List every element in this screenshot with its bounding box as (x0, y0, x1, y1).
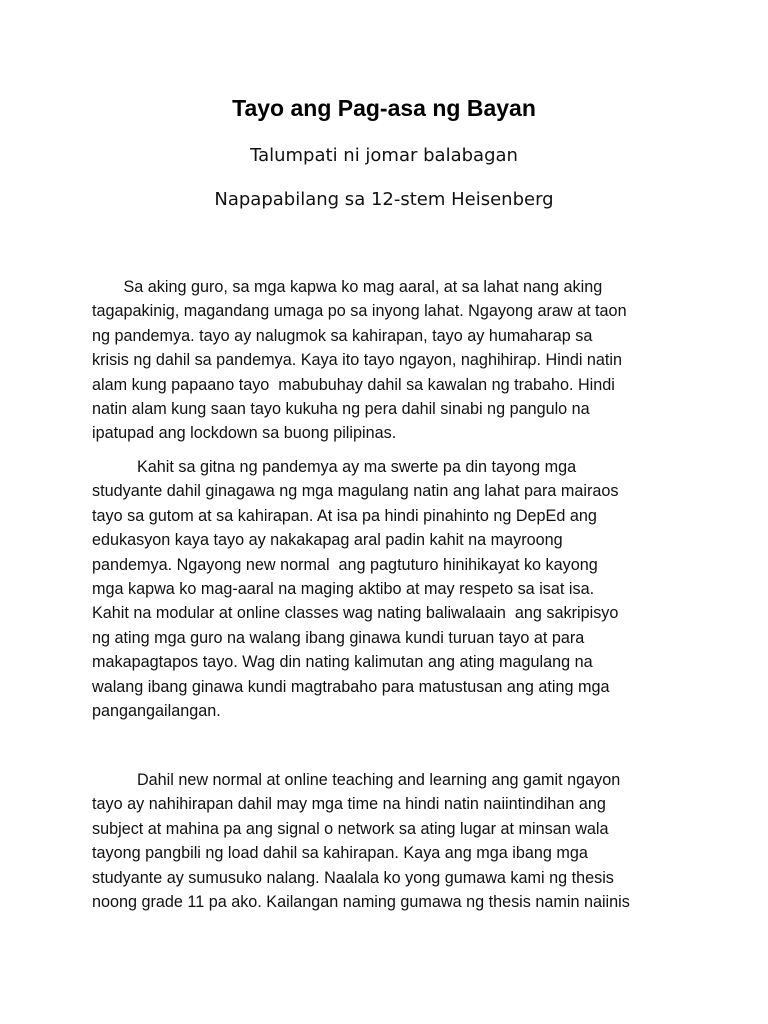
paragraph-line: krisis ng dahil sa pandemya. Kaya ito tayo ngayon, naghihirap. Hindi natin (92, 351, 623, 370)
document-title: Tayo ang Pag-asa ng Bayan (232, 95, 536, 121)
section-line: Napapabilang sa 12-stem Heisenberg (214, 189, 554, 210)
paragraph-line: tagapakinig, magandang umaga po sa inyong lahat. Ngayong araw at taon (92, 302, 627, 321)
paragraph-line: ipatupad ang lockdown sa buong pilipinas. (92, 424, 397, 443)
paragraph-line: subject at mahina pa ang signal o network sa ating lugar at minsan wala (92, 819, 609, 838)
paragraph-line: alam kung papaano tayo mabubuhay dahil sa kawalan ng trabaho. Hindi (92, 375, 615, 394)
paragraph-line: Sa aking guro, sa mga kapwa ko mag aaral, at sa lahat nang aking (92, 278, 603, 296)
paragraph-line: pandemya. Ngayong new normal ang pagtuturo hinihikayat ko kayong (92, 555, 598, 574)
paragraph-line: ng ating mga guro na walang ibang ginawa kundi turuan tayo at para (92, 628, 585, 647)
paragraph-line: makapagtapos tayo. Wag din nating kalimutan ang ating magulang na (92, 653, 593, 672)
paragraph-line: ng pandemya. tayo ay nalugmok sa kahirapan, tayo ay humaharap sa (92, 326, 593, 345)
paragraph-line: Kahit sa gitna ng pandemya ay ma swerte pa din tayong mga (92, 458, 577, 476)
paragraph-line: tayo ay nahihirapan dahil may mga time na hindi natin naiintindihan ang (92, 795, 606, 814)
paragraph-line: natin alam kung saan tayo kukuha ng pera dahil sinabi ng pangulo na (92, 399, 590, 418)
paragraph-line: Kahit na modular at online classes wag nating baliwalaain ang sakripisyo (92, 604, 619, 623)
paragraph-line: edukasyon kaya tayo ay nakakapag aral padin kahit na mayroong (92, 531, 563, 550)
paragraph-line: noong grade 11 pa ako. Kailangan naming gumawa ng thesis namin naiinis (92, 892, 630, 911)
paragraph-line: Dahil new normal at online teaching and learning ang gamit ngayon (92, 771, 621, 789)
speech-author-line: Talumpati ni jomar balabagan (250, 145, 518, 166)
paragraph-1 (92, 275, 692, 446)
paragraph-line: pangangailangan. (92, 701, 221, 720)
paragraph-line: tayo sa gutom at sa kahirapan. At isa pa hindi pinahinto ng DepEd ang (92, 506, 597, 525)
paragraph-line: walang ibang ginawa kundi magtrabaho para matustusan ang ating mga (92, 677, 610, 696)
paragraph-2 (92, 455, 692, 723)
paragraph-line: tayong pangbili ng load dahil sa kahirapan. Kaya ang mga ibang mga (92, 844, 588, 863)
paragraph-line: studyante ay sumusuko nalang. Naalala ko yong gumawa kami ng thesis (92, 868, 614, 887)
paragraph-line: studyante dahil ginagawa ng mga magulang natin ang lahat para mairaos (92, 482, 619, 501)
paragraph-3 (92, 768, 692, 914)
paragraph-line: mga kapwa ko mag-aaral na maging aktibo at may respeto sa isat isa. (92, 579, 595, 598)
